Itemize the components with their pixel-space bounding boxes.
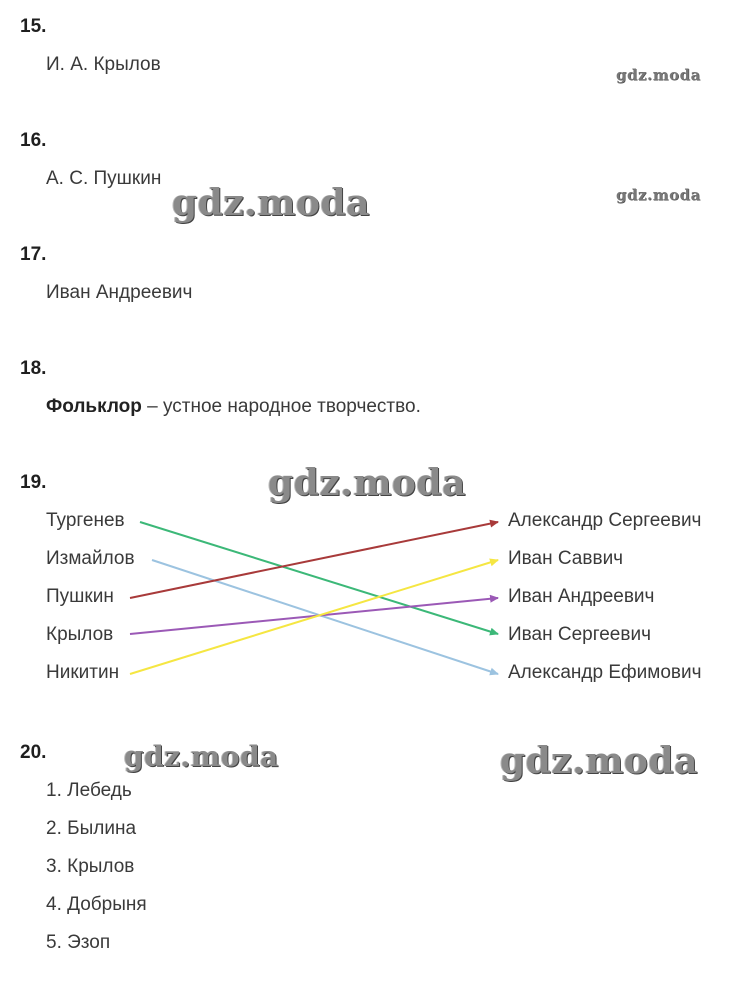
term-folklore: Фольклор xyxy=(46,396,142,417)
item-number-18: 18. xyxy=(20,358,47,379)
match-arrow-0 xyxy=(140,522,498,634)
surname-pushkin: Пушкин xyxy=(46,586,114,607)
item-number-15: 15. xyxy=(20,16,47,37)
watermark: gdz.moda xyxy=(172,182,370,224)
watermark: gdz.moda xyxy=(268,462,466,504)
name-ivan-savvich: Иван Саввич xyxy=(508,548,624,569)
surname-krylov: Крылов xyxy=(46,624,114,645)
watermark: gdz.moda xyxy=(500,740,698,782)
item-number-20: 20. xyxy=(20,742,47,763)
list-item: 5. Эзоп xyxy=(46,932,111,953)
watermark: gdz.moda xyxy=(616,66,701,84)
list-item: 4. Добрыня xyxy=(46,894,147,915)
item-number-16: 16. xyxy=(20,130,47,151)
item-number-17: 17. xyxy=(20,244,47,265)
answer-15: И. А. Крылов xyxy=(46,54,161,75)
list-item: 2. Былина xyxy=(46,818,137,839)
list-item: 1. Лебедь xyxy=(46,780,132,801)
answer-17: Иван Андреевич xyxy=(46,282,193,303)
item-number-19: 19. xyxy=(20,472,47,493)
answer-16: А. С. Пушкин xyxy=(46,168,162,189)
match-arrow-2 xyxy=(130,522,498,598)
term-definition: – устное народное творчество. xyxy=(141,396,421,417)
list-item: 3. Крылов xyxy=(46,856,135,877)
surname-nikitin: Никитин xyxy=(46,662,120,683)
name-ivan-andreevich: Иван Андреевич xyxy=(508,586,655,607)
name-aleksandr-efimovich: Александр Ефимович xyxy=(508,662,702,683)
surname-izmailov: Измайлов xyxy=(46,548,135,569)
watermark: gdz.moda xyxy=(124,740,279,773)
watermark: gdz.moda xyxy=(616,186,701,204)
surname-turgenev: Тургенев xyxy=(46,510,125,531)
name-ivan-sergeevich: Иван Сергеевич xyxy=(508,624,651,645)
name-aleksandr-sergeevich: Александр Сергеевич xyxy=(508,510,702,531)
